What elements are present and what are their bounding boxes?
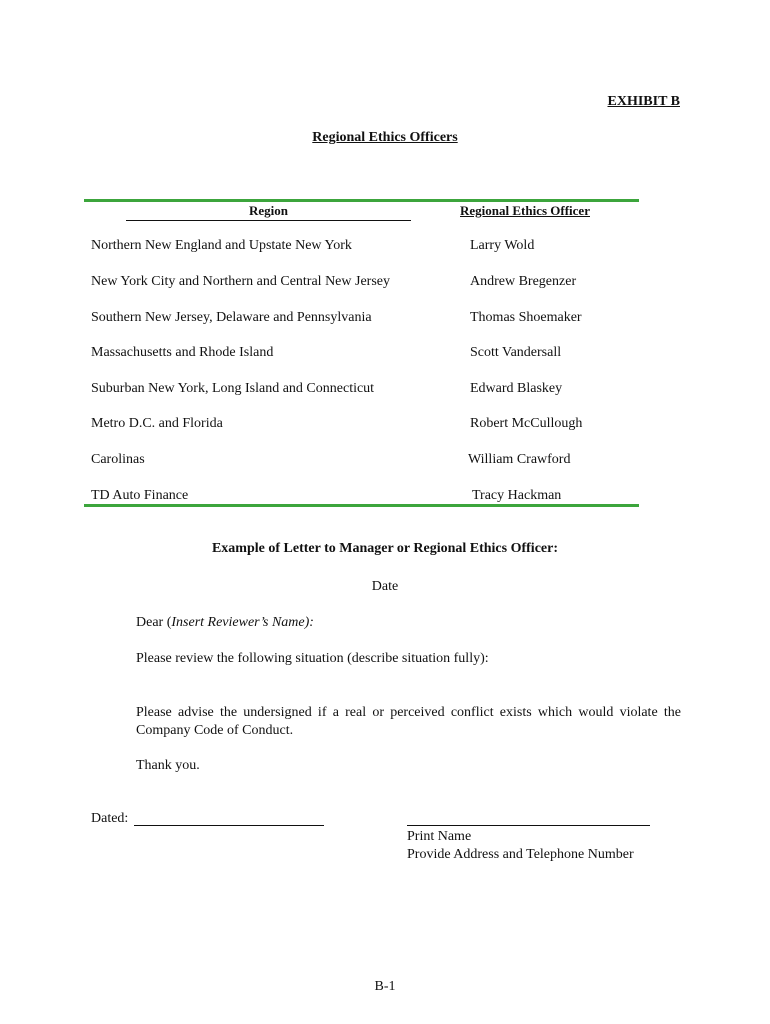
column-header-officer: Regional Ethics Officer — [460, 203, 590, 218]
table-row-region: Northern New England and Upstate New York — [91, 238, 352, 253]
column-header-region: Region — [126, 203, 411, 221]
letter-review-request: Please review the following situation (describe situation fully): — [136, 651, 489, 666]
exhibit-label: EXHIBIT B — [607, 94, 680, 109]
table-row-officer: Robert McCullough — [470, 416, 583, 431]
signature-line — [407, 825, 650, 826]
page-number: B-1 — [374, 979, 396, 994]
table-row-officer: Thomas Shoemaker — [470, 310, 582, 325]
table-row-region: Carolinas — [91, 452, 145, 467]
table-row-region: Metro D.C. and Florida — [91, 416, 223, 431]
table-row-region: Suburban New York, Long Island and Connecticut — [91, 381, 375, 396]
table-top-rule — [84, 199, 639, 202]
table-row-region: Southern New Jersey, Delaware and Pennsylvania — [91, 310, 372, 325]
table-row-region: Massachusetts and Rhode Island — [91, 345, 274, 360]
table-row-officer: Andrew Bregenzer — [470, 274, 577, 289]
table-row-officer: Edward Blaskey — [470, 381, 563, 396]
dated-label: Dated: — [91, 811, 129, 826]
letter-closing: Thank you. — [136, 758, 200, 773]
table-row-region: New York City and Northern and Central New Jersey — [91, 274, 390, 289]
letter-date: Date — [371, 579, 399, 594]
table-row-region: TD Auto Finance — [91, 488, 189, 503]
print-name-label: Print Name — [407, 829, 472, 844]
table-bottom-rule — [84, 504, 639, 507]
dated-signature-line — [134, 825, 324, 826]
greeting-placeholder: Insert Reviewer’s Name): — [171, 615, 314, 630]
letter-advise-paragraph: Please advise the undersigned if a real or perceived conflict exists which would violate the Company Code of Conduct. — [136, 705, 681, 738]
letter-greeting — [136, 615, 314, 631]
greeting-prefix: Dear ( — [136, 615, 172, 630]
table-row-officer: Scott Vandersall — [470, 345, 562, 360]
letter-heading: Example of Letter to Manager or Regional Ethics Officer: — [211, 541, 559, 556]
table-row-officer: Tracy Hackman — [472, 488, 562, 503]
address-phone-label: Provide Address and Telephone Number — [407, 847, 634, 862]
table-row-officer: William Crawford — [468, 452, 571, 467]
table-row-officer: Larry Wold — [470, 238, 535, 253]
page-title: Regional Ethics Officers — [312, 130, 458, 145]
